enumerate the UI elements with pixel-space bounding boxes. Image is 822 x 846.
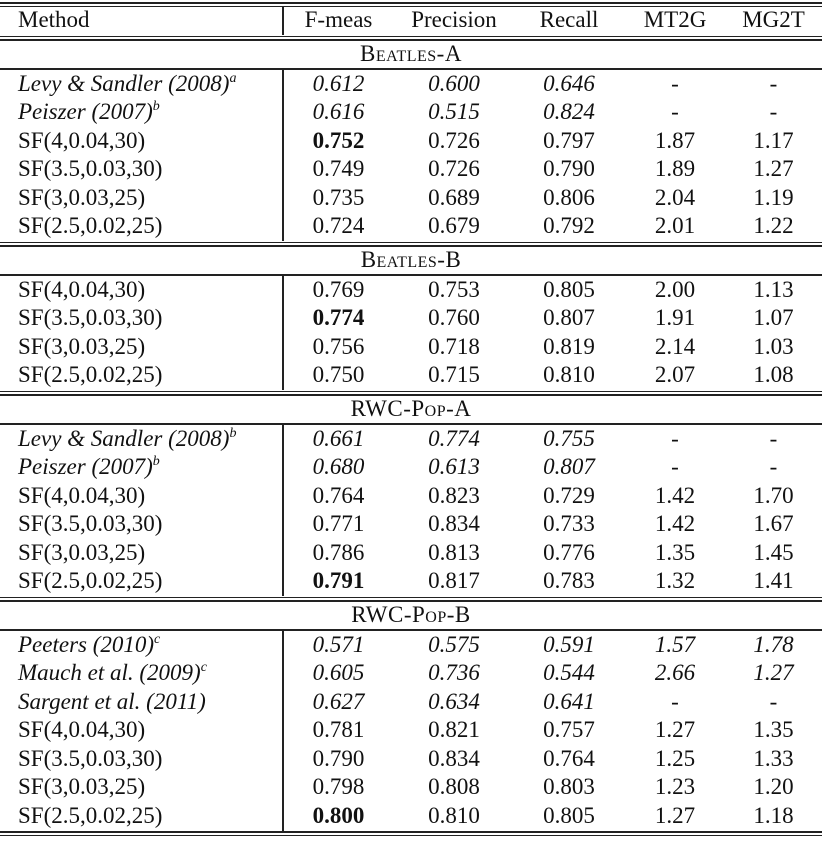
- value-cell-mg2t: 1.03: [753, 333, 794, 359]
- table-row: [0, 802, 822, 831]
- column-header-recall: Recall: [539, 7, 599, 32]
- table-row: [0, 70, 822, 99]
- value-cell-precision: 0.634: [428, 688, 480, 714]
- value-cell-mt2g: 2.14: [654, 333, 696, 359]
- value-cell-recall: 0.646: [543, 70, 595, 96]
- value-cell-recall: 0.757: [543, 717, 595, 742]
- value-cell-f-meas: 0.769: [312, 276, 365, 302]
- method-cell: [18, 567, 162, 596]
- column-header-mt2g: MT2G: [643, 7, 707, 32]
- value-cell-f-meas: 0.605: [312, 660, 365, 685]
- value-cell-f-meas: 0.752: [312, 127, 365, 153]
- value-cell-recall: 0.783: [543, 568, 595, 593]
- method-cell: [18, 70, 236, 99]
- method-cell: [18, 184, 145, 213]
- value-cell-recall: 0.797: [543, 127, 595, 153]
- value-cell-mg2t: 1.19: [753, 184, 794, 210]
- rule-line: [0, 831, 822, 833]
- value-cell-mg2t: -: [769, 425, 778, 451]
- table-row: [0, 510, 822, 539]
- table-row: [0, 361, 822, 390]
- method-cell: [18, 155, 162, 184]
- column-header-method: Method: [18, 7, 90, 32]
- method-cell: [18, 276, 145, 305]
- footnote-marker: a: [229, 70, 237, 86]
- value-cell-precision: 0.726: [428, 127, 480, 153]
- value-cell-f-meas: 0.680: [312, 454, 365, 479]
- method-cell: [18, 361, 162, 390]
- value-cell-mg2t: 1.07: [753, 305, 794, 330]
- value-cell-precision: 0.689: [428, 184, 480, 210]
- value-cell-f-meas: 0.798: [312, 774, 365, 799]
- value-cell-mt2g: 2.01: [654, 213, 696, 238]
- table-row: [0, 716, 822, 745]
- value-cell-mg2t: 1.20: [753, 774, 794, 799]
- table-row: [0, 304, 822, 333]
- value-cell-recall: 0.544: [543, 660, 595, 685]
- value-cell-f-meas: 0.661: [312, 425, 365, 451]
- header-row: [0, 6, 822, 35]
- value-cell-precision: 0.808: [428, 774, 480, 799]
- section-title: Beatles-A: [360, 40, 462, 66]
- method-name: SF(4,0.04,30): [18, 482, 146, 508]
- method-cell: [18, 539, 145, 568]
- value-cell-mg2t: 1.78: [753, 631, 794, 657]
- value-cell-recall: 0.805: [543, 802, 595, 828]
- method-name: Levy & Sandler (2008): [18, 425, 230, 451]
- value-cell-precision: 0.575: [428, 631, 480, 657]
- value-cell-mt2g: 2.66: [654, 660, 696, 685]
- value-cell-recall: 0.807: [543, 454, 595, 479]
- table-row: [0, 212, 822, 241]
- rule-line: [0, 2, 822, 4]
- value-cell-mt2g: 2.07: [654, 362, 696, 387]
- footnote-marker: b: [152, 454, 160, 469]
- method-cell: [18, 304, 162, 333]
- value-cell-recall: 0.591: [543, 631, 595, 657]
- value-cell-f-meas: 0.616: [312, 99, 365, 124]
- section-title: Beatles-B: [360, 246, 462, 272]
- method-cell: [18, 510, 162, 539]
- table-row: [0, 425, 822, 454]
- rule-line: [0, 36, 822, 38]
- value-cell-mt2g: -: [671, 425, 679, 451]
- value-cell-precision: 0.821: [428, 717, 480, 742]
- column-divider: [282, 629, 284, 831]
- value-cell-mg2t: -: [769, 99, 778, 124]
- value-cell-precision: 0.613: [428, 454, 480, 479]
- method-name: SF(2.5,0.02,25): [18, 213, 163, 238]
- value-cell-mg2t: 1.22: [753, 213, 794, 238]
- table-row: [0, 184, 822, 213]
- method-name: SF(3.5,0.03,30): [18, 156, 163, 181]
- value-cell-mt2g: 1.35: [654, 539, 696, 565]
- value-cell-f-meas: 0.771: [312, 511, 365, 536]
- value-cell-recall: 0.733: [543, 511, 595, 536]
- value-cell-recall: 0.641: [543, 688, 595, 714]
- method-name: Peeters (2010): [18, 631, 155, 657]
- method-name: SF(3,0.03,25): [18, 774, 146, 799]
- table-row: [0, 659, 822, 688]
- method-name: SF(3.5,0.03,30): [18, 745, 163, 771]
- value-cell-f-meas: 0.750: [312, 362, 365, 387]
- column-header-precision: Precision: [411, 7, 497, 32]
- table-row: [0, 567, 822, 596]
- value-cell-f-meas: 0.786: [312, 539, 365, 565]
- value-cell-mg2t: 1.17: [753, 127, 794, 153]
- value-cell-recall: 0.810: [543, 362, 595, 387]
- value-cell-mt2g: -: [671, 454, 679, 479]
- value-cell-precision: 0.823: [428, 482, 480, 508]
- method-name: Peiszer (2007): [18, 454, 153, 479]
- table-row: [0, 745, 822, 774]
- value-cell-mg2t: -: [769, 454, 778, 479]
- rule-line: [0, 835, 822, 837]
- table-row: [0, 539, 822, 568]
- table-row: [0, 276, 822, 305]
- footnote-marker: b: [229, 425, 237, 441]
- value-cell-precision: 0.600: [428, 70, 480, 96]
- method-cell: [18, 659, 207, 688]
- method-name: SF(2.5,0.02,25): [18, 802, 163, 828]
- footnote-marker: c: [200, 660, 207, 675]
- value-cell-precision: 0.679: [428, 213, 480, 238]
- value-cell-mg2t: 1.18: [753, 802, 794, 828]
- method-name: SF(2.5,0.02,25): [18, 568, 163, 593]
- value-cell-precision: 0.817: [428, 568, 480, 593]
- value-cell-precision: 0.760: [428, 305, 480, 330]
- value-cell-mt2g: 1.42: [654, 511, 696, 536]
- footnote-marker: b: [152, 99, 160, 114]
- method-cell: [18, 425, 236, 454]
- method-cell: [18, 631, 160, 660]
- value-cell-f-meas: 0.724: [312, 213, 365, 238]
- method-cell: [18, 482, 145, 511]
- column-divider: [282, 6, 284, 35]
- method-cell: [18, 212, 162, 241]
- value-cell-mt2g: 1.42: [654, 482, 696, 508]
- footnote-marker: c: [154, 631, 161, 647]
- value-cell-precision: 0.736: [428, 660, 480, 685]
- value-cell-f-meas: 0.571: [312, 631, 365, 657]
- table-row: [0, 453, 822, 482]
- method-name: SF(3,0.03,25): [18, 184, 146, 210]
- value-cell-mt2g: 1.89: [654, 156, 696, 181]
- value-cell-mg2t: 1.08: [753, 362, 794, 387]
- column-divider: [282, 274, 284, 390]
- method-name: Mauch et al. (2009): [18, 660, 201, 685]
- method-name: SF(2.5,0.02,25): [18, 362, 163, 387]
- value-cell-mg2t: 1.27: [753, 660, 794, 685]
- value-cell-recall: 0.824: [543, 99, 595, 124]
- value-cell-recall: 0.819: [543, 333, 595, 359]
- table-row: [0, 688, 822, 717]
- value-cell-mt2g: 1.57: [654, 631, 696, 657]
- value-cell-recall: 0.803: [543, 774, 595, 799]
- value-cell-precision: 0.726: [428, 156, 480, 181]
- method-cell: [18, 688, 206, 717]
- value-cell-recall: 0.764: [543, 745, 595, 771]
- value-cell-f-meas: 0.790: [312, 745, 365, 771]
- value-cell-mg2t: 1.27: [753, 156, 794, 181]
- table-row: [0, 333, 822, 362]
- value-cell-mg2t: -: [769, 688, 778, 714]
- value-cell-recall: 0.806: [543, 184, 595, 210]
- value-cell-recall: 0.776: [543, 539, 595, 565]
- method-name: SF(3,0.03,25): [18, 333, 146, 359]
- value-cell-precision: 0.515: [428, 99, 480, 124]
- rule-line: [0, 242, 822, 244]
- value-cell-mt2g: -: [671, 70, 679, 96]
- value-cell-mt2g: 2.00: [654, 276, 696, 302]
- table-row: [0, 98, 822, 127]
- section-title: RWC-Pop-A: [350, 395, 472, 421]
- value-cell-recall: 0.790: [543, 156, 595, 181]
- value-cell-recall: 0.729: [543, 482, 595, 508]
- column-header-mg2t: MG2T: [742, 7, 805, 32]
- method-name: Sargent et al. (2011): [18, 688, 206, 714]
- value-cell-recall: 0.755: [543, 425, 595, 451]
- method-cell: [18, 802, 162, 831]
- value-cell-precision: 0.774: [428, 425, 480, 451]
- value-cell-precision: 0.834: [428, 745, 480, 771]
- value-cell-f-meas: 0.764: [312, 482, 365, 508]
- value-cell-f-meas: 0.627: [312, 688, 365, 714]
- value-cell-mg2t: 1.70: [753, 482, 794, 508]
- value-cell-f-meas: 0.735: [312, 184, 365, 210]
- value-cell-f-meas: 0.774: [312, 305, 365, 330]
- value-cell-precision: 0.813: [428, 539, 480, 565]
- value-cell-precision: 0.715: [428, 362, 480, 387]
- method-name: SF(4,0.04,30): [18, 717, 146, 742]
- rule-line: [0, 597, 822, 599]
- method-name: SF(4,0.04,30): [18, 276, 146, 302]
- method-name: SF(3.5,0.03,30): [18, 305, 163, 330]
- value-cell-mg2t: -: [769, 70, 778, 96]
- value-cell-mg2t: 1.13: [753, 276, 794, 302]
- value-cell-f-meas: 0.749: [312, 156, 365, 181]
- table-row: [0, 155, 822, 184]
- section-title: RWC-Pop-B: [351, 601, 471, 627]
- column-divider: [282, 423, 284, 596]
- value-cell-mt2g: 1.87: [654, 127, 696, 153]
- column-divider: [282, 68, 284, 241]
- method-name: SF(3,0.03,25): [18, 539, 146, 565]
- table-row: [0, 773, 822, 802]
- value-cell-f-meas: 0.800: [312, 802, 365, 828]
- value-cell-mt2g: 1.25: [654, 745, 696, 771]
- value-cell-mg2t: 1.67: [753, 511, 794, 536]
- value-cell-f-meas: 0.781: [312, 717, 365, 742]
- table-row: [0, 127, 822, 156]
- value-cell-mt2g: 1.91: [654, 305, 696, 330]
- method-name: SF(3.5,0.03,30): [18, 511, 163, 536]
- value-cell-precision: 0.753: [428, 276, 480, 302]
- method-name: Peiszer (2007): [18, 99, 153, 124]
- method-cell: [18, 773, 145, 802]
- column-header-f-meas: F-meas: [304, 7, 373, 32]
- method-cell: [18, 453, 160, 482]
- method-cell: [18, 127, 145, 156]
- value-cell-recall: 0.792: [543, 213, 595, 238]
- value-cell-precision: 0.810: [428, 802, 480, 828]
- value-cell-precision: 0.718: [428, 333, 480, 359]
- method-cell: [18, 716, 145, 745]
- table-row: [0, 482, 822, 511]
- value-cell-f-meas: 0.756: [312, 333, 365, 359]
- rule-line: [0, 391, 822, 393]
- value-cell-mg2t: 1.33: [753, 745, 794, 771]
- value-cell-mg2t: 1.45: [753, 539, 794, 565]
- value-cell-mg2t: 1.35: [753, 717, 794, 742]
- method-cell: [18, 333, 145, 362]
- value-cell-f-meas: 0.791: [312, 568, 365, 593]
- method-cell: [18, 745, 162, 774]
- value-cell-recall: 0.805: [543, 276, 595, 302]
- value-cell-mt2g: 2.04: [654, 184, 696, 210]
- value-cell-mt2g: 1.27: [654, 802, 696, 828]
- method-name: SF(4,0.04,30): [18, 127, 146, 153]
- value-cell-mt2g: 1.27: [654, 717, 696, 742]
- value-cell-recall: 0.807: [543, 305, 595, 330]
- value-cell-mt2g: -: [671, 688, 679, 714]
- value-cell-mt2g: 1.32: [654, 568, 696, 593]
- table-row: [0, 631, 822, 660]
- value-cell-mg2t: 1.41: [753, 568, 794, 593]
- method-name: Levy & Sandler (2008): [18, 70, 230, 96]
- method-cell: [18, 98, 160, 127]
- value-cell-precision: 0.834: [428, 511, 480, 536]
- value-cell-mt2g: -: [671, 99, 679, 124]
- value-cell-mt2g: 1.23: [654, 774, 696, 799]
- value-cell-f-meas: 0.612: [312, 70, 365, 96]
